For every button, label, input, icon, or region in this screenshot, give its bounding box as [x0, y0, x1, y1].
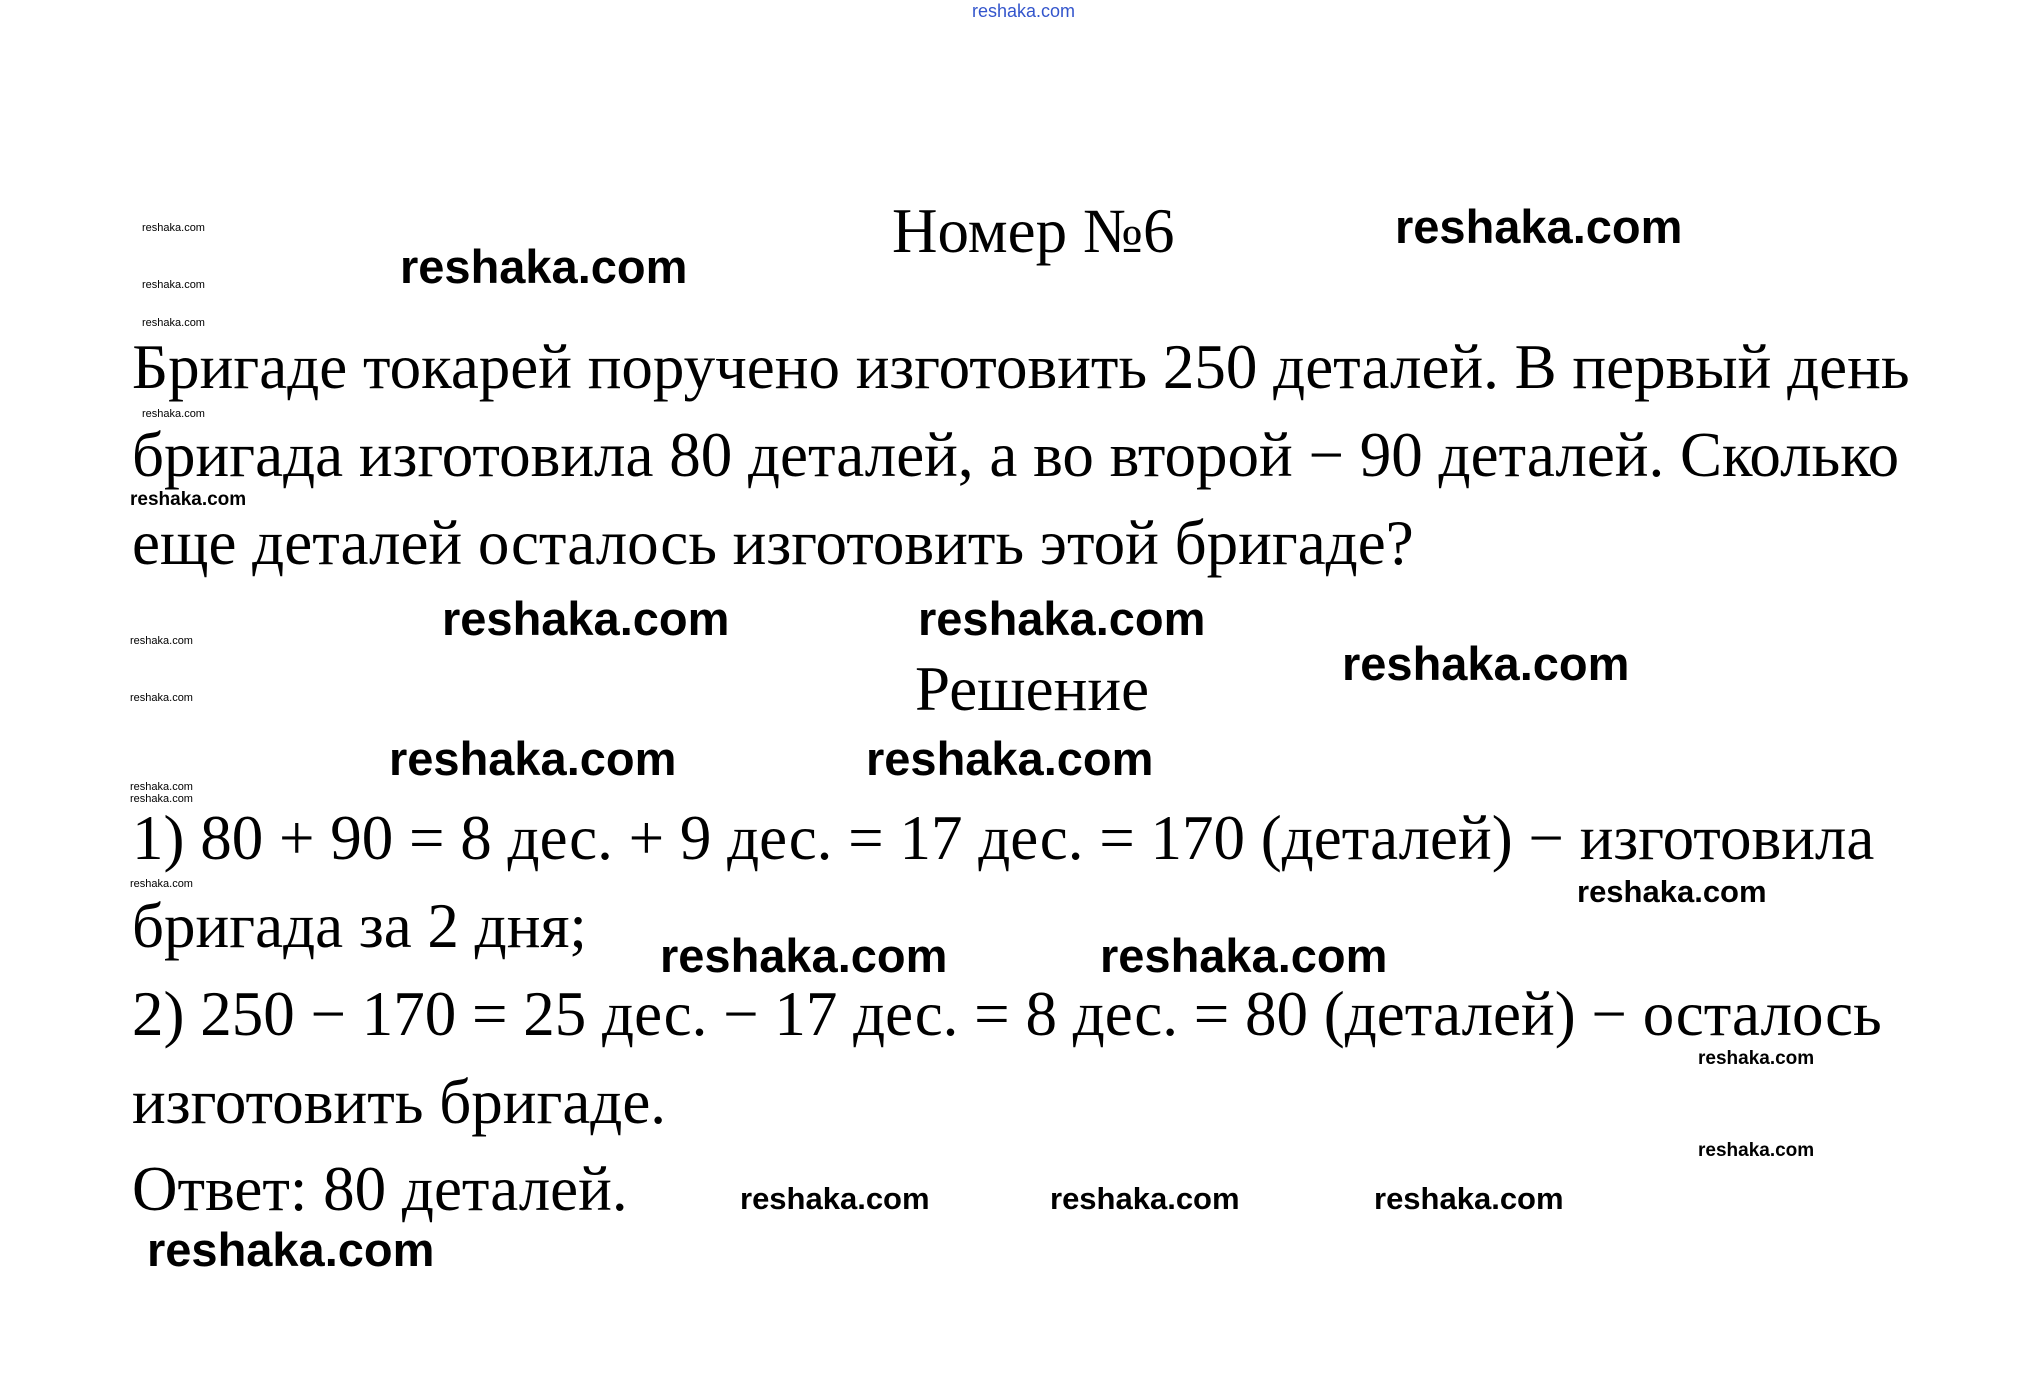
watermark: reshaka.com [1050, 1181, 1240, 1216]
watermark: reshaka.com [1100, 929, 1388, 982]
solution-line: 1) 80 + 90 = 8 дес. + 9 дес. = 17 дес. = 170 (деталей) − изготовила [132, 803, 1875, 873]
watermark-top[interactable]: reshaka.com [972, 1, 1076, 21]
watermark: reshaka.com [389, 732, 677, 785]
watermark: reshaka.com [1577, 874, 1767, 909]
watermark: reshaka.com [130, 781, 193, 793]
solution-line: бригада за 2 дня; [132, 891, 587, 961]
watermark: reshaka.com [918, 592, 1206, 645]
problem-line: еще деталей осталось изготовить этой бригаде? [132, 508, 1414, 578]
watermark: reshaka.com [400, 240, 688, 293]
solution-line: изготовить бригаде. [132, 1067, 667, 1137]
watermark: reshaka.com [142, 279, 205, 291]
watermark: reshaka.com [142, 408, 205, 420]
watermark: reshaka.com [130, 692, 193, 704]
solution-heading: Решение [915, 654, 1150, 724]
watermark: reshaka.com [866, 732, 1154, 785]
watermark: reshaka.com [142, 222, 205, 234]
watermark: reshaka.com [130, 635, 193, 647]
problem-line: Бригаде токарей поручено изготовить 250 деталей. В первый день [132, 332, 1910, 402]
solution-line: 2) 250 − 170 = 25 дес. − 17 дес. = 8 дес. = 80 (деталей) − осталось [132, 979, 1882, 1049]
watermark: reshaka.com [1395, 200, 1683, 253]
watermark: reshaka.com [1698, 1140, 1815, 1161]
problem-title: Номер №6 [892, 196, 1175, 266]
watermark: reshaka.com [442, 592, 730, 645]
watermark: reshaka.com [130, 793, 193, 805]
watermark: reshaka.com [1698, 1048, 1815, 1069]
watermark: reshaka.com [740, 1181, 930, 1216]
problem-line: бригада изготовила 80 деталей, а во второй − 90 деталей. Сколько [132, 420, 1900, 490]
watermark: reshaka.com [660, 929, 948, 982]
watermark: reshaka.com [130, 489, 247, 510]
watermark: reshaka.com [1374, 1181, 1564, 1216]
watermark: reshaka.com [130, 878, 193, 890]
watermark: reshaka.com [142, 317, 205, 329]
answer: Ответ: 80 деталей. [132, 1154, 628, 1224]
watermark: reshaka.com [147, 1223, 435, 1276]
watermark: reshaka.com [1342, 637, 1630, 690]
